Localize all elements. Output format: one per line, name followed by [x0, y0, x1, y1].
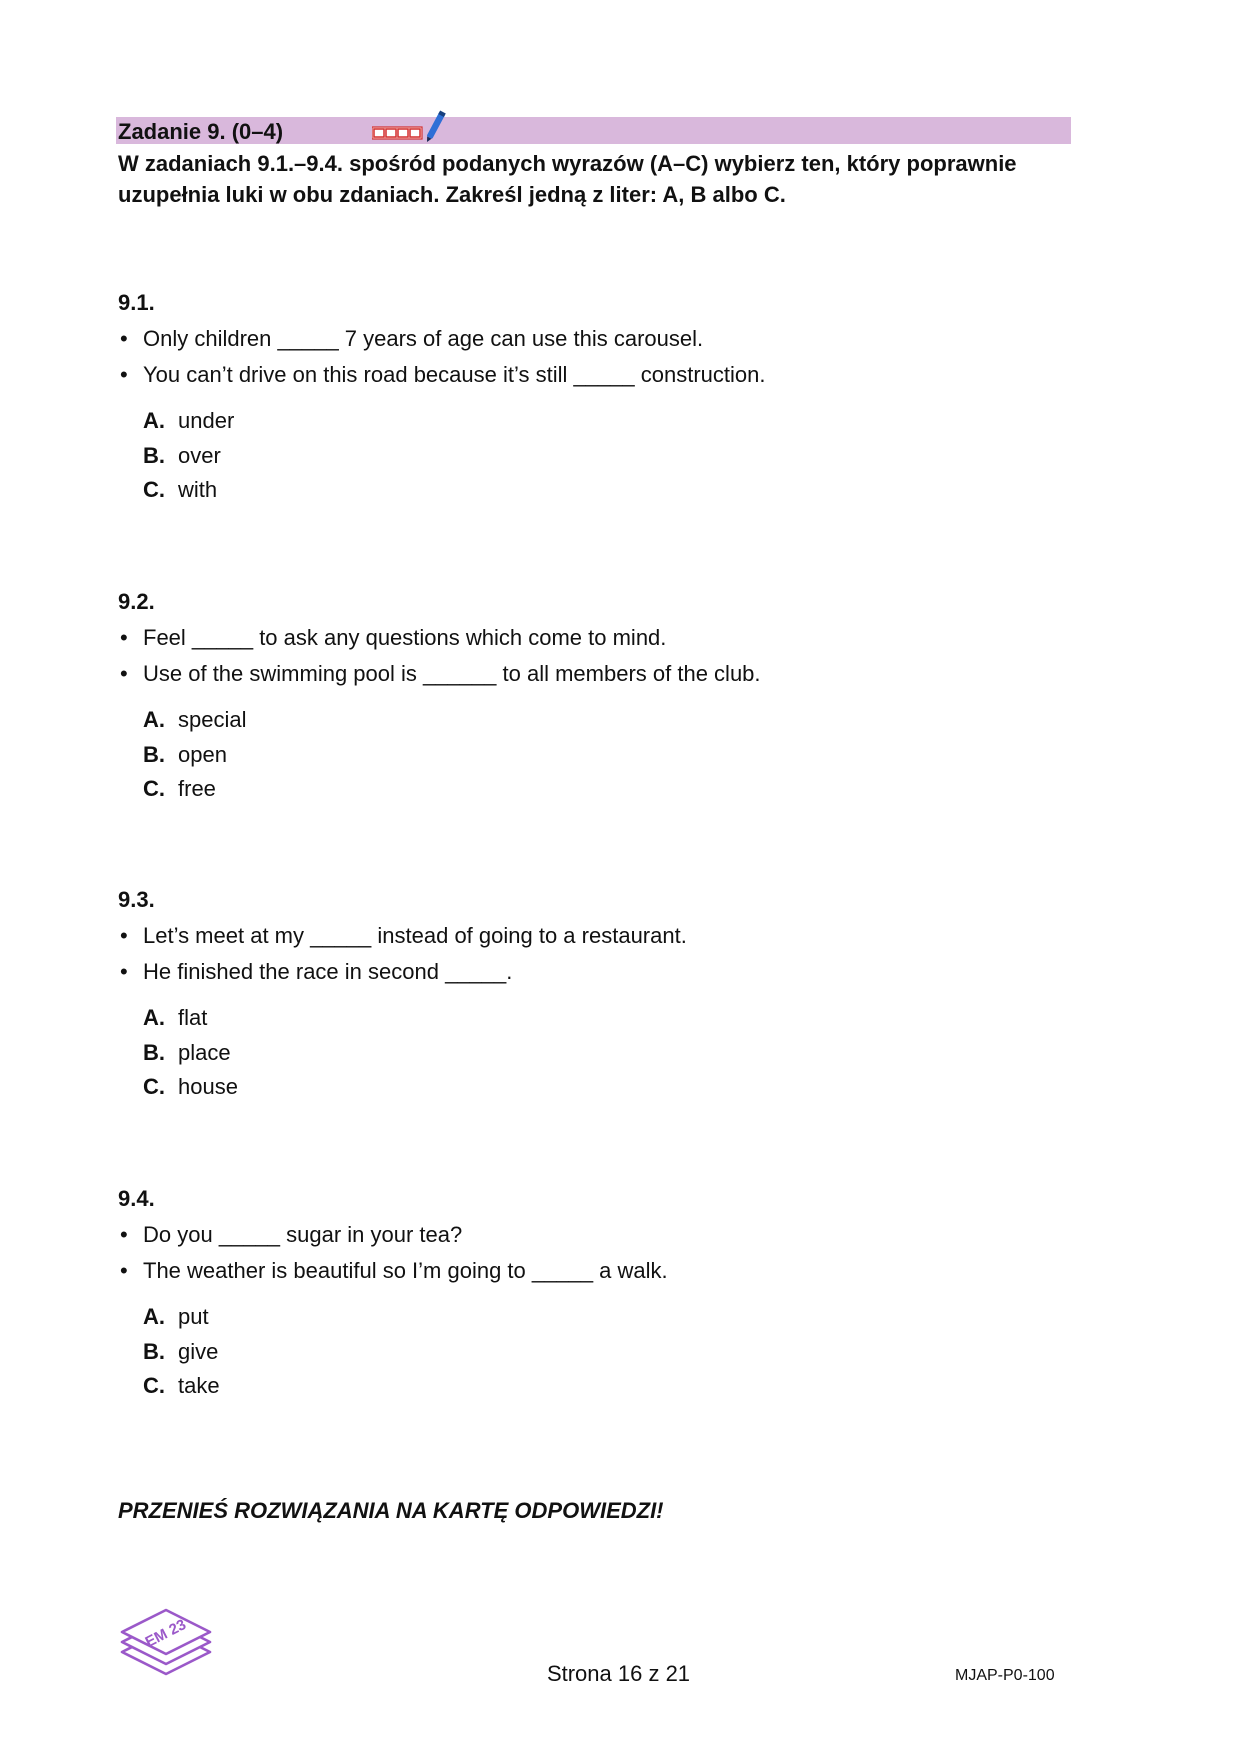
- question-9-1: [118, 285, 1078, 508]
- option-text: free: [178, 776, 216, 801]
- option-text: put: [178, 1304, 209, 1329]
- answer-options: [118, 404, 1078, 508]
- question-number: 9.2.: [118, 589, 155, 614]
- question-number: 9.3.: [118, 887, 155, 912]
- option-text: place: [178, 1039, 231, 1065]
- answer-options: [118, 1300, 1078, 1404]
- option-text: with: [178, 477, 218, 502]
- option-text: special: [178, 707, 247, 732]
- sentence: • Feel _____ to ask any questions which come to mind.: [118, 620, 1078, 656]
- answer-options: [118, 703, 1078, 807]
- question-number: 9.4.: [118, 1186, 155, 1211]
- sentence: • Do you _____ sugar in your tea?: [118, 1217, 1078, 1253]
- option-letter: A.: [143, 1005, 165, 1030]
- answer-options: [118, 1001, 1078, 1105]
- option-letter: B.: [143, 442, 165, 468]
- option-letter: C.: [143, 477, 165, 502]
- option-text: over: [178, 442, 221, 468]
- option-letter: B.: [143, 1338, 165, 1364]
- option-letter: A.: [143, 408, 165, 433]
- option-text: open: [178, 741, 227, 767]
- question-9-2: [118, 584, 1078, 807]
- transfer-note: PRZENIEŚ ROZWIĄZANIA NA KARTĘ ODPOWIEDZI!: [118, 1498, 664, 1523]
- option-c[interactable]: [143, 473, 1078, 508]
- option-text: flat: [178, 1005, 208, 1030]
- score-boxes-pen-icon: [372, 108, 452, 144]
- option-letter: A.: [143, 707, 165, 732]
- option-b[interactable]: [143, 1335, 1078, 1370]
- sentence: • The weather is beautiful so I’m going to _____ a walk.: [118, 1253, 1078, 1289]
- task-title: Zadanie 9. (0–4): [118, 119, 284, 144]
- option-letter: C.: [143, 776, 165, 801]
- question-9-4: [118, 1181, 1078, 1404]
- option-b[interactable]: [143, 439, 1078, 474]
- sentence-list: [118, 620, 1078, 692]
- logo-text: EM 23: [142, 1616, 189, 1651]
- page-number-text: Strona 16 z 21: [546, 1661, 691, 1686]
- option-c[interactable]: [143, 772, 1078, 807]
- task-instructions: W zadaniach 9.1.–9.4. spośród podanych wyrazów (A–C) wybierz ten, który poprawnie uzupełnia luki w obu zdaniach. Zakreśl jedną z liter: A, B albo C.: [118, 151, 1017, 207]
- question-number: 9.1.: [118, 290, 155, 315]
- option-a[interactable]: [143, 703, 1078, 738]
- option-letter: C.: [143, 1074, 165, 1099]
- option-letter: B.: [143, 741, 165, 767]
- question-9-3: [118, 882, 1078, 1105]
- option-letter: C.: [143, 1373, 165, 1398]
- option-letter: B.: [143, 1039, 165, 1065]
- sentence-list: [118, 918, 1078, 990]
- option-letter: A.: [143, 1304, 165, 1329]
- sentence: • Let’s meet at my _____ instead of going to a restaurant.: [118, 918, 1078, 954]
- option-c[interactable]: [143, 1369, 1078, 1404]
- sentence-list: [118, 1217, 1078, 1289]
- option-text: under: [178, 408, 235, 433]
- option-text: take: [178, 1373, 220, 1398]
- sentence: • Only children _____ 7 years of age can use this carousel.: [118, 321, 1078, 357]
- sentence: • You can’t drive on this road because it’s still _____ construction.: [118, 357, 1078, 393]
- exam-code: MJAP-P0-100: [955, 1667, 1055, 1684]
- option-a[interactable]: [143, 1001, 1078, 1036]
- option-text: give: [178, 1338, 219, 1364]
- sentence-list: [118, 321, 1078, 393]
- sentence: • He finished the race in second _____.: [118, 954, 1078, 990]
- option-a[interactable]: [143, 404, 1078, 439]
- sentence: • Use of the swimming pool is ______ to all members of the club.: [118, 656, 1078, 692]
- option-b[interactable]: [143, 1036, 1078, 1071]
- option-c[interactable]: [143, 1070, 1078, 1105]
- option-text: house: [178, 1074, 238, 1099]
- option-b[interactable]: [143, 738, 1078, 773]
- option-a[interactable]: [143, 1300, 1078, 1335]
